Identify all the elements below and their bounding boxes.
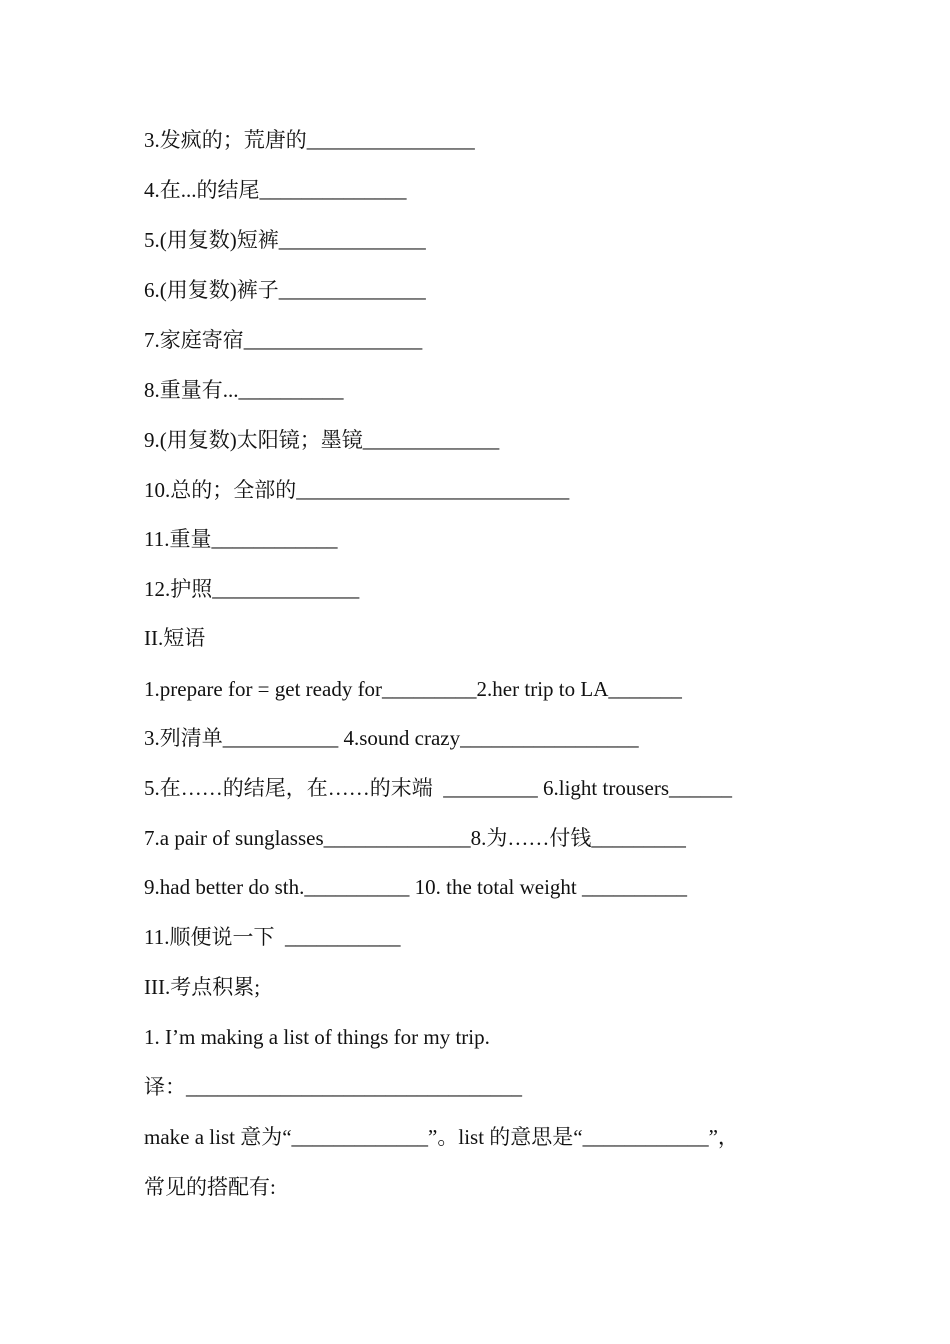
vocab-item-3: 3.发疯的；荒唐的________________ — [144, 128, 475, 152]
vocab-item-6: 6.(用复数)裤子______________ — [144, 278, 426, 302]
translation-line: 译：________________________________ — [144, 1075, 522, 1099]
vocab-item-4: 4.在...的结尾______________ — [144, 178, 407, 202]
meaning-line: make a list 意为“_____________”。list 的意思是“____________”， — [144, 1125, 739, 1149]
phrase-line-4: 7.a pair of sunglasses______________8.为……付钱_________ — [144, 826, 686, 850]
vocab-item-5: 5.(用复数)短裤______________ — [144, 228, 426, 252]
section-heading-phrases: II.短语 — [144, 626, 206, 650]
vocab-item-12: 12.护照______________ — [144, 577, 360, 601]
phrase-line-5: 9.had better do sth.__________ 10. the total weight __________ — [144, 875, 688, 899]
collocation-line: 常见的搭配有: — [144, 1175, 276, 1199]
phrase-line-6: 11.顺便说一下 ___________ — [144, 925, 401, 949]
phrase-line-3: 5.在……的结尾，在……的末端 _________ 6.light trousers______ — [144, 776, 732, 800]
vocab-item-10: 10.总的；全部的__________________________ — [144, 478, 570, 502]
vocab-item-11: 11.重量____________ — [144, 527, 338, 551]
vocab-item-7: 7.家庭寄宿_________________ — [144, 328, 423, 352]
section-heading-key-points: III.考点积累; — [144, 975, 261, 999]
phrase-line-2: 3.列清单___________ 4.sound crazy_________________ — [144, 726, 639, 750]
vocab-item-8: 8.重量有...__________ — [144, 378, 344, 402]
key-point-sentence: 1. I’m making a list of things for my trip. — [144, 1025, 490, 1049]
vocab-item-9: 9.(用复数)太阳镜；墨镜_____________ — [144, 428, 500, 452]
phrase-line-1: 1.prepare for = get ready for_________2.her trip to LA_______ — [144, 677, 682, 701]
